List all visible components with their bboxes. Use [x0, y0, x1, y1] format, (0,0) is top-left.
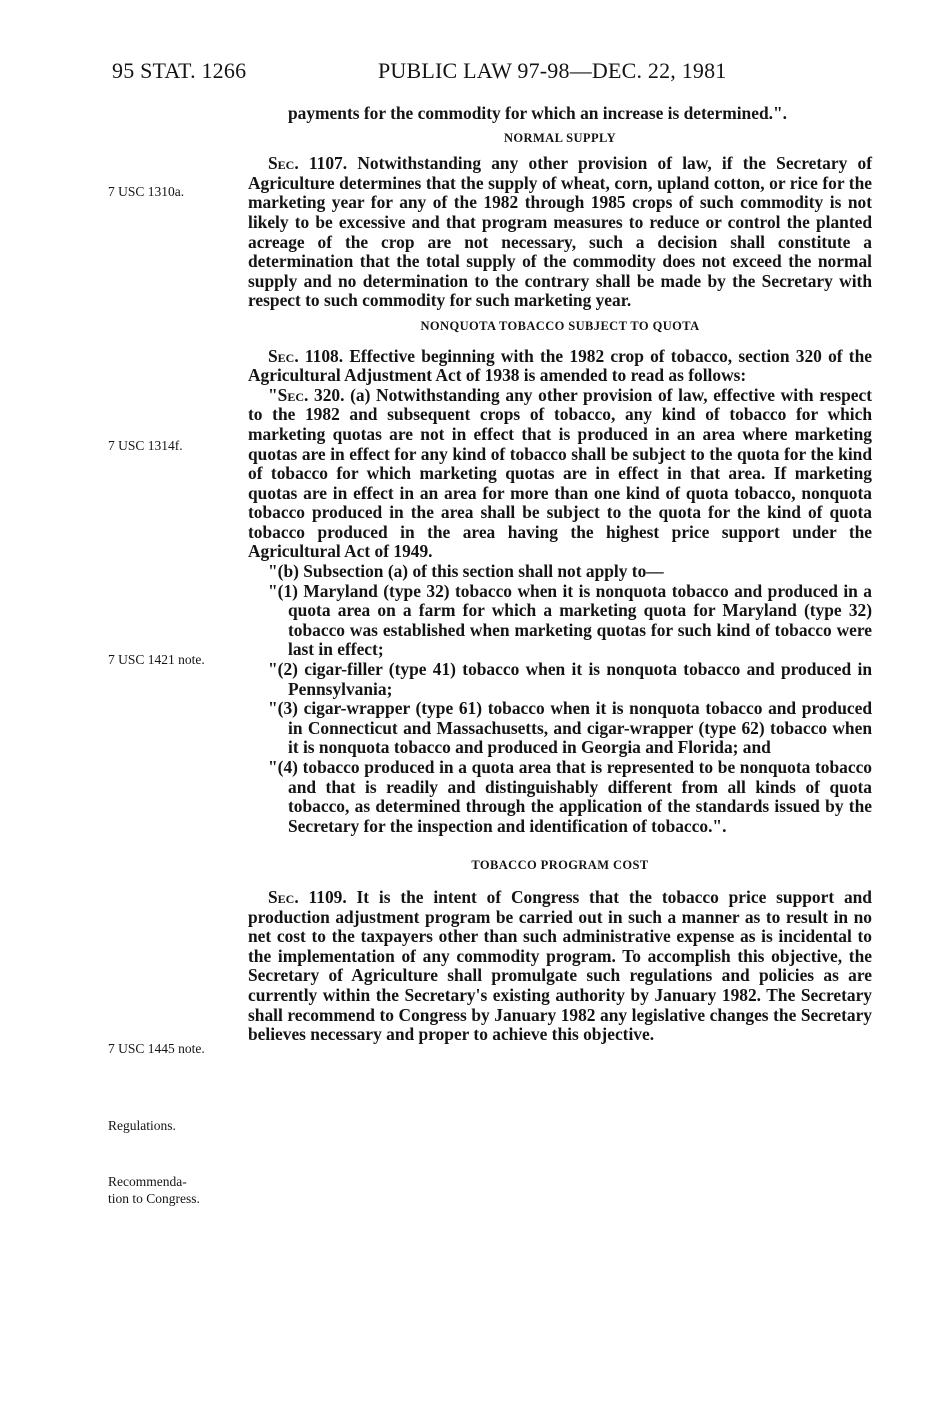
page-header-statute-citation: 95 STAT. 1266 [112, 58, 247, 83]
section-text: (a) Notwithstanding any other provision of law, effective with respect to the 1982 and subsequent crops of tobacco, any kind of tobacco for which marketing quotas are not in effect that is produced in an area where marketing quotas are in effect for any kind of tobacco shall be subject to the quota for the kind of tobacco for which marketing quotas are in effect in that area. If marketing quotas are in effect in an area for more than one kind of quota tobacco, nonquota tobacco produced in the area shall be subject to the quota for the kind of quota tobacco produced in the area having the highest price support under the Agricultural Act of 1949. [248, 384, 872, 562]
margin-note-regulations: Regulations. [108, 1118, 176, 1133]
section-text: Notwithstanding any other provision of law, if the Secretary of Agriculture determines that the supply of wheat, corn, upland cotton, or rice for the marketing year for any of the 1982 through 1985 crops of such commodity is not likely to be excessive and that program measures to reduce or control the planted acreage of the crop are not necessary, such a decision shall constitute a determination that the total supply of the commodity does not exceed the normal supply and no determination to the contrary shall be made by the Secretary with respect to such commodity for such marketing year. [248, 153, 872, 311]
section-label: Sec. 1109. [268, 886, 347, 907]
list-item-1: "(1) Maryland (type 32) tobacco when it is nonquota tobacco and produced in a quota area on a farm for which a marketing quota for Maryland (type 32) tobacco was established when marketing quotas for such kind of tobacco were last in effect; [268, 580, 872, 660]
statute-body [248, 104, 872, 1045]
section-label: "Sec. 320. [268, 384, 345, 405]
margin-note-recommendation-to-congress [108, 1173, 236, 1207]
margin-note-7-usc-1314f: 7 USC 1314f. [108, 438, 183, 453]
margin-note-7-usc-1310a: 7 USC 1310a. [108, 184, 185, 199]
section-heading-nonquota-tobacco: NONQUOTA TOBACCO SUBJECT TO QUOTA [420, 318, 700, 333]
section-label: Sec. 1107. [268, 153, 348, 174]
section-1107 [248, 154, 872, 311]
section-heading-tobacco-program-cost: TOBACCO PROGRAM COST [471, 858, 649, 873]
page-header-public-law-date: PUBLIC LAW 97-98—DEC. 22, 1981 [378, 58, 727, 83]
list-item-3: "(3) cigar-wrapper (type 61) tobacco when it is nonquota tobacco and produced in Connecticut and Massachusetts, and cigar-wrapper (type 62) tobacco when it is nonquota tobacco and produced in Georgia and Florida; and [268, 698, 872, 758]
section-320-b: "(b) Subsection (a) of this section shall not apply to— [268, 561, 664, 582]
margin-note-line-2: tion to Congress. [108, 1191, 200, 1206]
section-320-a [248, 386, 872, 562]
section-text: Effective beginning with the 1982 crop of tobacco, section 320 of the Agricultural Adjustment Act of 1938 is amended to read as follows: [248, 345, 872, 386]
margin-note-7-usc-1421-note: 7 USC 1421 note. [108, 652, 205, 667]
paragraph-continuation: payments for the commodity for which an increase is determined.". [288, 103, 787, 123]
section-1109 [248, 888, 872, 1045]
margin-note-line-1: Recommenda- [108, 1174, 187, 1189]
section-label: Sec. 1108. [268, 345, 344, 366]
section-heading-normal-supply: NORMAL SUPPLY [503, 130, 617, 145]
list-item-4: "(4) tobacco produced in a quota area that is represented to be nonquota tobacco and that is readily and distinguishably different from all kinds of quota tobacco, as determined through the application of the standards issued by the Secretary for the inspection and identification of tobacco.". [268, 757, 872, 836]
list-item-2: "(2) cigar-filler (type 41) tobacco when it is nonquota tobacco and produced in Pennsylvania; [268, 659, 872, 699]
section-text: It is the intent of Congress that the tobacco price support and production adjustment program be carried out in such a manner as to result in no net cost to the taxpayers other than such administrative expense as is incidental to the implementation of any commodity program. To accomplish this objective, the Secretary of Agriculture shall promulgate such regulations and policies as are currently within the Secretary's existing authority by January 1982. The Secretary shall recommend to Congress by January 1982 any legislative changes the Secretary believes necessary and proper to achieve this objective. [248, 886, 872, 1045]
margin-note-7-usc-1445-note: 7 USC 1445 note. [108, 1041, 205, 1056]
section-1108 [248, 347, 872, 386]
